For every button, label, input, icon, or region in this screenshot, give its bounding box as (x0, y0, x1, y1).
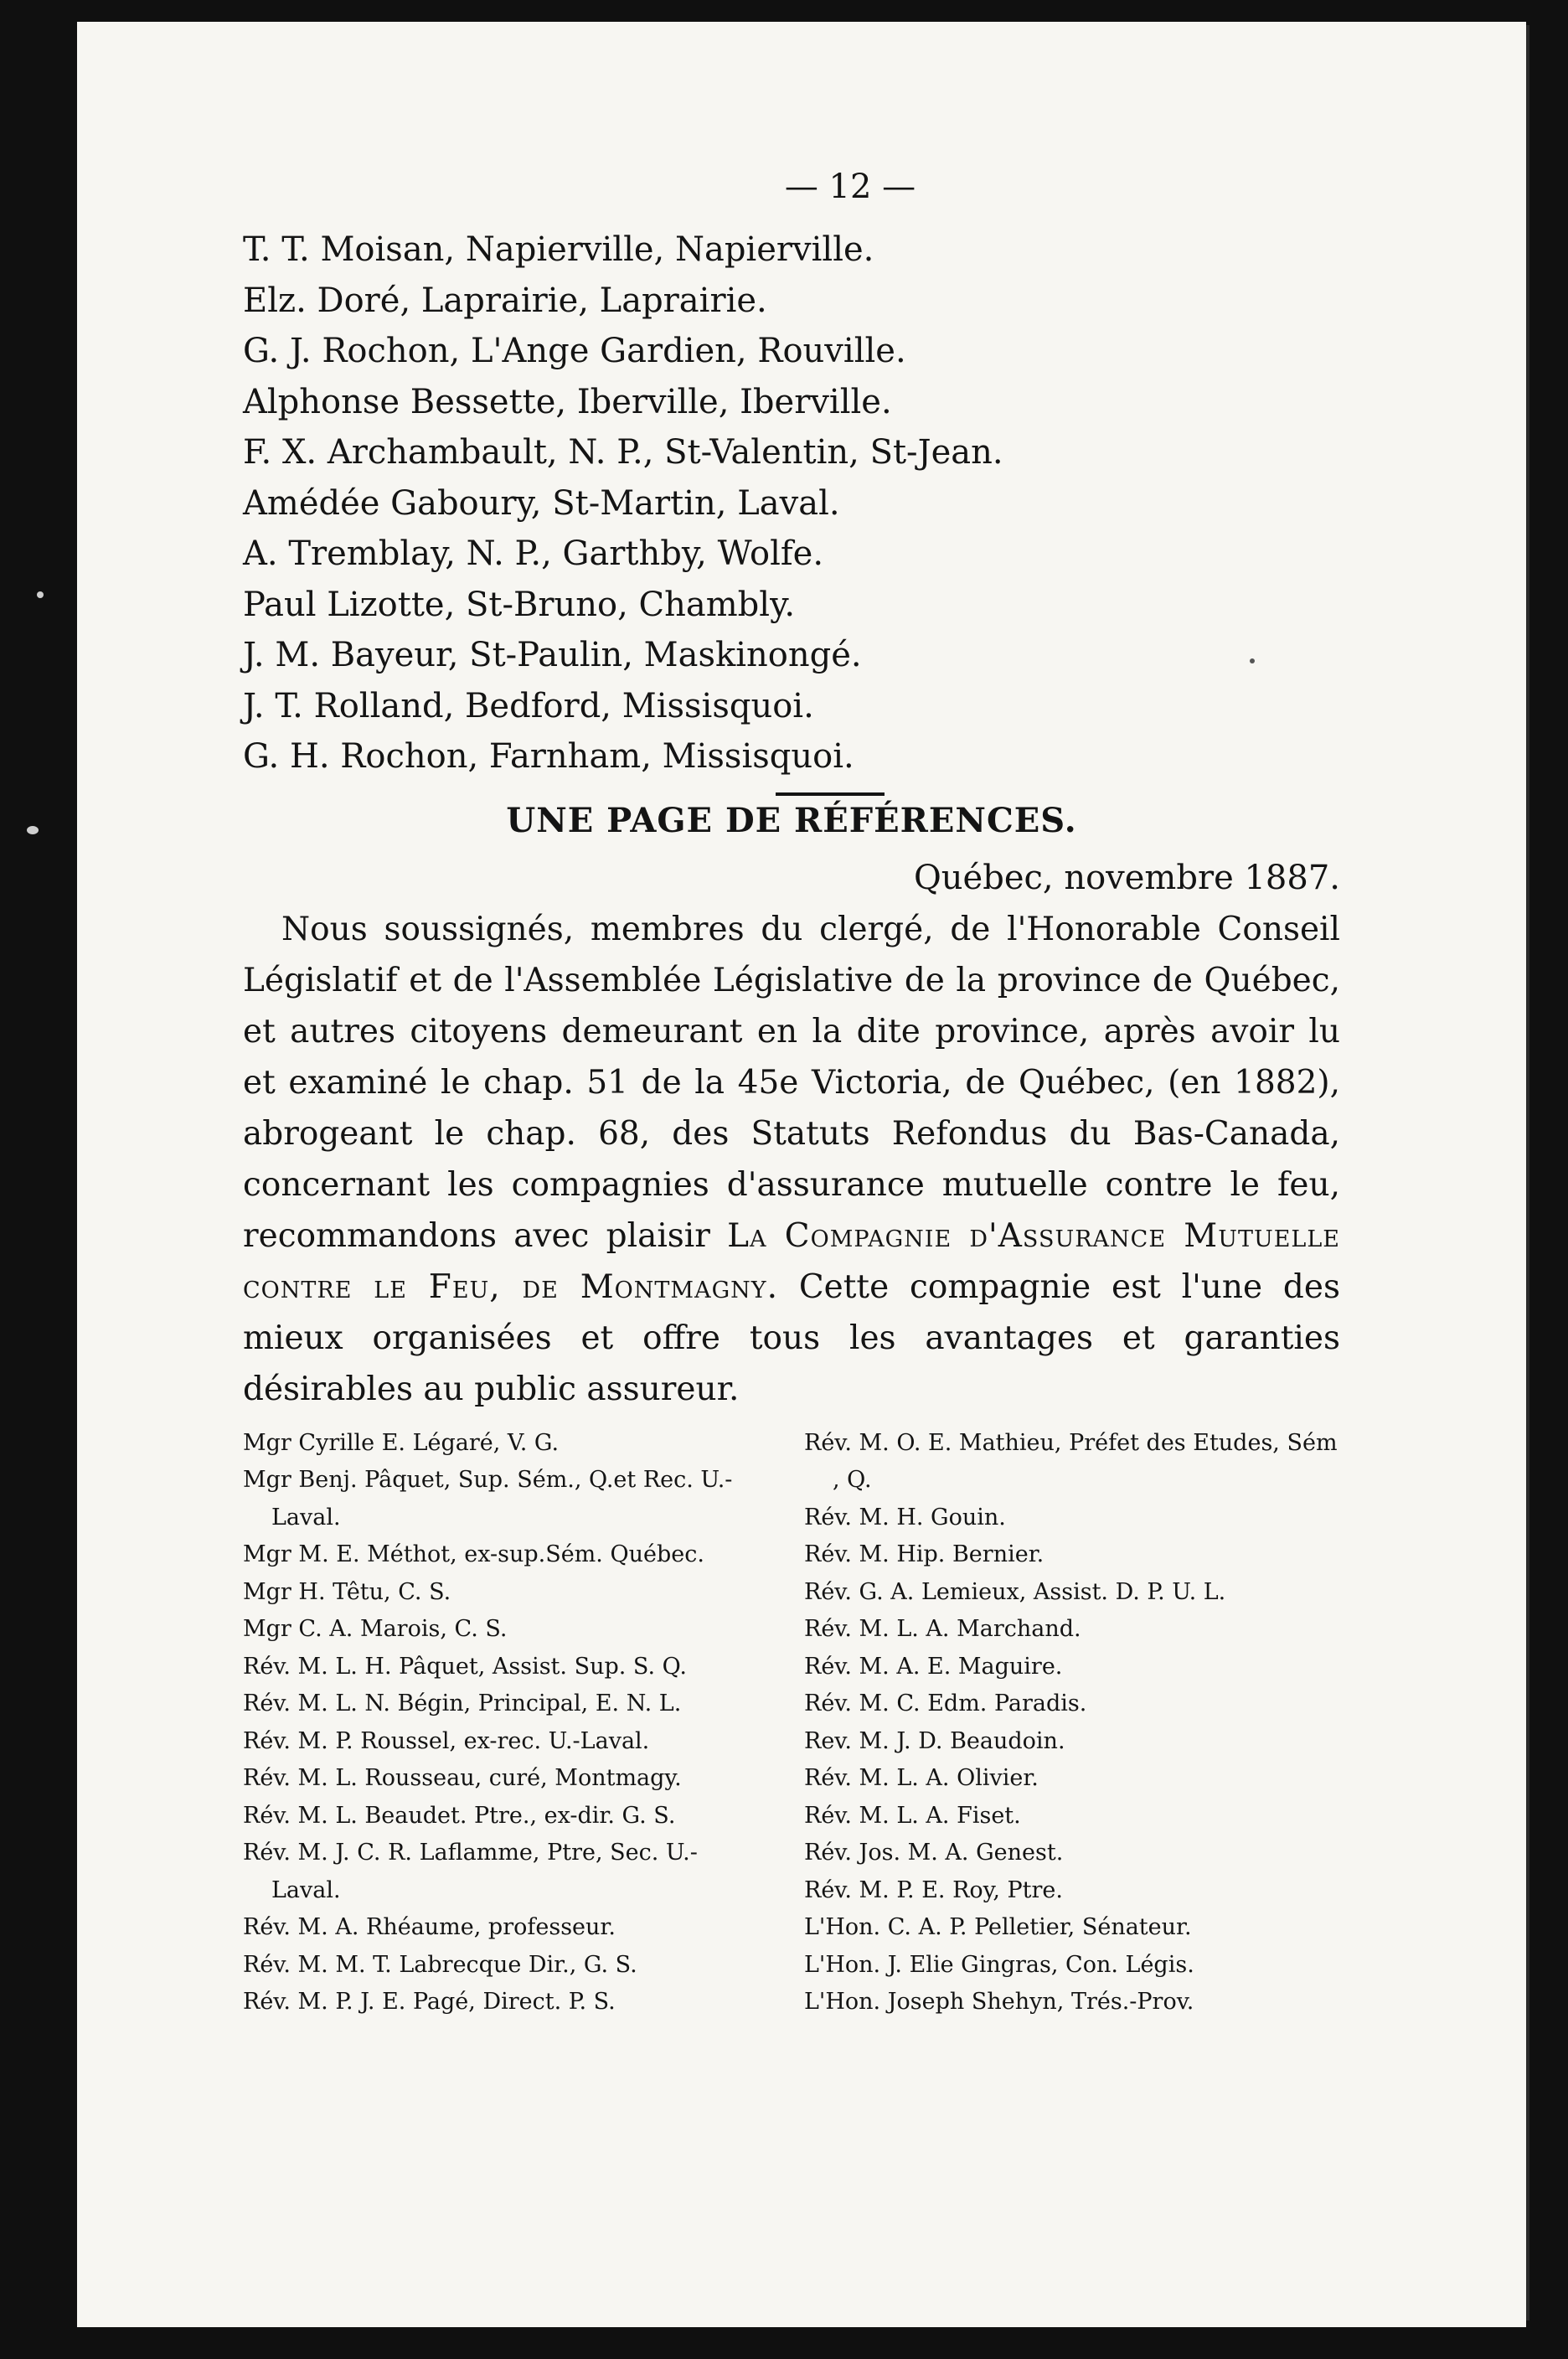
signatory: Rév. M. L. Beaudet. Ptre., ex-dir. G. S. (243, 1802, 676, 1829)
agent-entry: T. T. Moisan, Napierville, Napierville. (243, 230, 874, 269)
signatory: Rév. M. A. E. Maguire. (804, 1653, 1063, 1680)
signatory: Mgr Cyrille E. Légaré, V. G. (243, 1429, 560, 1456)
signatory: Mgr C. A. Marois, C. S. (243, 1616, 508, 1642)
dateline: Québec, novembre 1887. (913, 858, 1340, 897)
signatory: Rév. M. A. Rhéaume, professeur. (243, 1914, 616, 1940)
paragraph-part-1: Nous soussignés, membres du clergé, de l'Honorable Conseil Législatif et de l'Assemblée Législative de la province de Québec, et autres citoyens demeurant en la dite province, après avoir lu et examiné le chap. 51 de la 45e Victoria, de Québec, (en 1882), abrogeant le chap. 68, des Statuts Refondus du Bas-Canada, concernant les compagnies d'assurance mutuelle contre le feu, recommandons avec plaisir (243, 910, 1340, 1255)
signatory: Mgr Benj. Pâquet, Sup. Sém., Q.et Rec. U.-Laval. (243, 1467, 733, 1531)
signatory: Rév. M. O. E. Mathieu, Préfet des Etudes, Sém , Q. (804, 1429, 1338, 1493)
agent-entry: A. Tremblay, N. P., Garthby, Wolfe. (243, 534, 824, 573)
agent-list (243, 225, 1340, 782)
signatory: Mgr M. E. Méthot, ex-sup.Sém. Québec. (243, 1541, 704, 1567)
signatory: L'Hon. J. Elie Gingras, Con. Légis. (804, 1951, 1194, 1978)
section-title: UNE PAGE DE RÉFÉRENCES. (506, 800, 1077, 840)
signatory: Rév. M. P. Roussel, ex-rec. U.-Laval. (243, 1727, 650, 1754)
document-content (243, 168, 1340, 2021)
signatory: Rév. M. J. C. R. Laflamme, Ptre, Sec. U.-Laval. (243, 1840, 698, 1903)
signatory: Rév. M. C. Edm. Paradis. (804, 1691, 1087, 1716)
agent-entry: G. H. Rochon, Farnham, Missisquoi. (243, 737, 854, 776)
signatory: Rév. M. L. Rousseau, curé, Montmagy. (243, 1765, 682, 1791)
agent-entry: Amédée Gaboury, St-Martin, Laval. (243, 483, 840, 523)
signatory: Rev. M. J. D. Beaudoin. (804, 1727, 1065, 1754)
signatories-right-column (804, 1425, 1340, 2021)
signatory: Rév. M. L. N. Bégin, Principal, E. N. L. (243, 1691, 682, 1716)
signatory: Rév. G. A. Lemieux, Assist. D. P. U. L. (804, 1578, 1226, 1605)
agent-entry: G. J. Rochon, L'Ange Gardien, Rouville. (243, 332, 906, 370)
paragraph-text (243, 904, 1340, 1415)
signatory: Rév. M. L. A. Olivier. (804, 1765, 1039, 1791)
agent-entry: Paul Lizotte, St-Bruno, Chambly. (243, 585, 796, 624)
section-divider (776, 792, 885, 796)
agent-entry: J. T. Rolland, Bedford, Missisquoi. (243, 686, 814, 725)
agent-entry: F. X. Archambault, N. P., St-Valentin, St-Jean. (243, 433, 1003, 472)
speck-mark (37, 591, 44, 598)
agent-entry: Alphonse Bessette, Iberville, Iberville. (243, 382, 892, 421)
paragraph-part-2: Cette compagnie est l'une des mieux organisées et offre tous les avantages et garanties désirables au public assureur. (243, 1267, 1340, 1408)
signatory: Mgr H. Têtu, C. S. (243, 1578, 451, 1605)
page-edge (1526, 25, 1529, 2320)
page-number: — 12 — (784, 168, 916, 206)
agent-entry: J. M. Bayeur, St-Paulin, Maskinongé. (243, 636, 862, 674)
signatory: Rév. Jos. M. A. Genest. (804, 1840, 1064, 1866)
signatory: Rév. M. P. J. E. Pagé, Direct. P. S. (243, 1989, 616, 2015)
signatory: L'Hon. C. A. P. Pelletier, Sénateur. (804, 1914, 1192, 1940)
agent-entry: Elz. Doré, Laprairie, Laprairie. (243, 281, 767, 320)
signatory: Rév. M. P. E. Roy, Ptre. (804, 1876, 1063, 1903)
reference-paragraph (243, 904, 1340, 1415)
signatory: L'Hon. Joseph Shehyn, Trés.-Prov. (804, 1989, 1194, 2015)
signatory: Rév. M. L. A. Fiset. (804, 1802, 1021, 1829)
signatories-left-column (243, 1425, 745, 2021)
signatory: Rév. M. M. T. Labrecque Dir., G. S. (243, 1951, 637, 1978)
signatory: Rév. M. Hip. Bernier. (804, 1541, 1044, 1567)
signatory: Rév. M. H. Gouin. (804, 1504, 1006, 1531)
signatories (243, 1425, 1340, 2021)
speck-mark (27, 826, 39, 834)
signatory: Rév. M. L. H. Pâquet, Assist. Sup. S. Q. (243, 1653, 687, 1680)
company-name: La Compagnie d'Assurance Mutuelle contre le Feu, de Montmagny. (243, 1216, 1340, 1306)
signatory: Rév. M. L. A. Marchand. (804, 1616, 1081, 1642)
